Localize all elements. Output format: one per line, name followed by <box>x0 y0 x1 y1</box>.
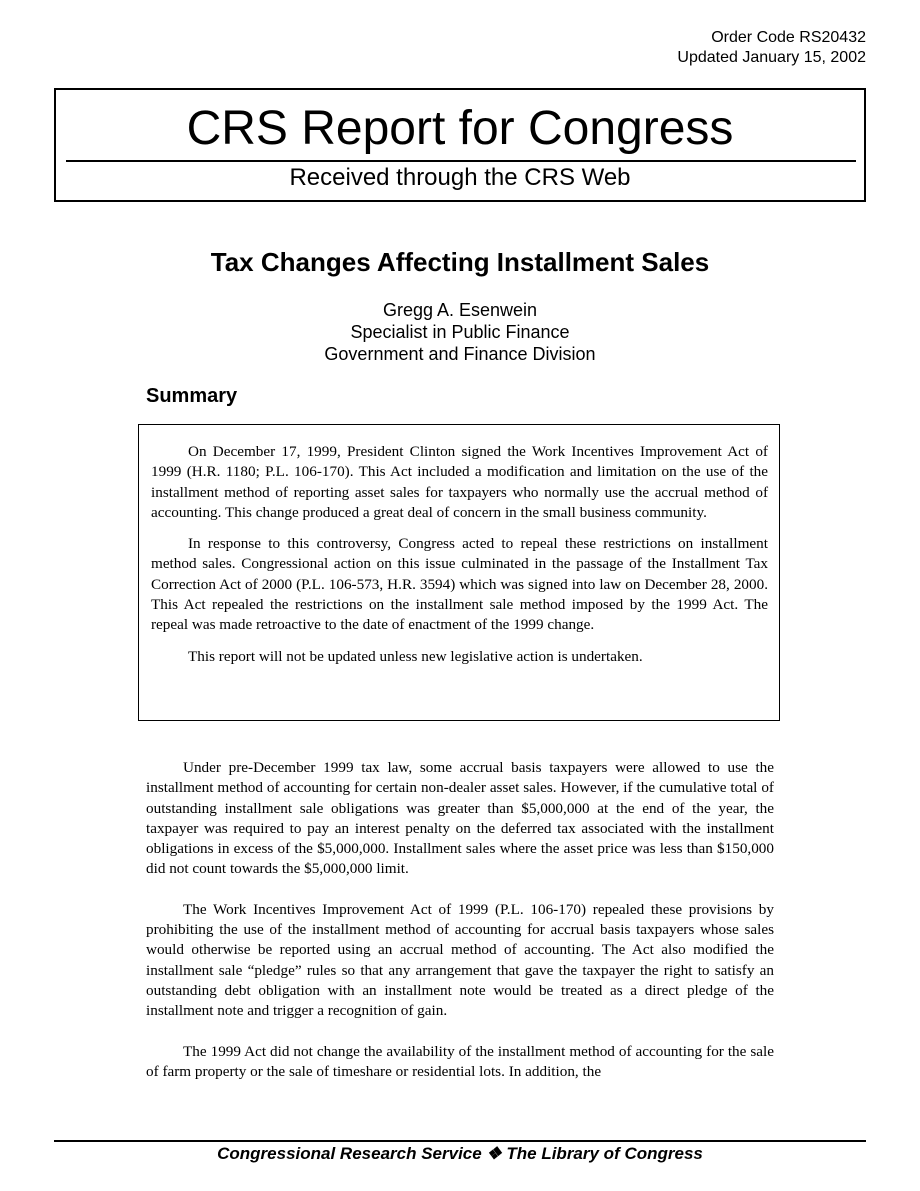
report-series-title: CRS Report for Congress <box>186 102 734 155</box>
body-paragraph: Under pre-December 1999 tax law, some accrual basis taxpayers were allowed to use the installment method of accounting for certain non-dealer asset sales. However, if the cumulative total of outstanding installment sale obligations was greater than $5,000,000 at the end of the year, the taxpayer was required to pay an interest penalty on the deferred tax associated with the installment obligations in excess of the $5,000,000. Installment sales where the asset price was less than $150,000 did not count towards the $5,000,000 limit. <box>146 759 774 878</box>
footer-text: Congressional Research Service ❖ The Library of Congress <box>217 1144 703 1163</box>
summary-paragraph: On December 17, 1999, President Clinton signed the Work Incentives Improvement Act of 1999 (H.R. 1180; P.L. 106-170). This Act included a modification and limitation on the use of the installment method of reporting asset sales for taxpayers who normally use the accrual method of accounting. This change produced a great deal of concern in the small business community. <box>151 443 768 521</box>
report-header-box <box>54 88 866 202</box>
author-block <box>0 299 920 365</box>
summary-paragraph: In response to this controversy, Congress acted to repeal these restrictions on installment method sales. Congressional action on this issue culminated in the passage of the Installment Tax Correction Act of 2000 (P.L. 106-573, H.R. 3594) which was signed into law on December 28, 2000. This Act repealed the restrictions on the installment sale method imposed by the 1999 Act. The repeal was made retroactive to the date of enactment of the 1999 change. <box>151 535 768 634</box>
order-code: Order Code RS20432 <box>711 29 866 46</box>
summary-box <box>138 424 780 721</box>
footer-divider <box>54 1140 866 1142</box>
header-divider <box>66 160 856 162</box>
body-text <box>146 758 774 1102</box>
body-paragraph: The 1999 Act did not change the availability of the installment method of accounting for the sale of farm property or the sale of timeshare or residential lots. In addition, the <box>146 1042 774 1080</box>
author-position: Specialist in Public Finance <box>350 322 570 342</box>
summary-heading: Summary <box>146 385 238 407</box>
updated-date: Updated January 15, 2002 <box>677 49 866 66</box>
report-series-subtitle: Received through the CRS Web <box>289 164 631 191</box>
document-title: Tax Changes Affecting Installment Sales <box>210 247 710 277</box>
summary-paragraph: This report will not be updated unless new legislative action is undertaken. <box>188 647 643 665</box>
body-paragraph: The Work Incentives Improvement Act of 1999 (P.L. 106-170) repealed these provisions by prohibiting the use of the installment method of accounting for accrual basis taxpayers whose sales would otherwise be reported using an accrual method of accounting. The Act also modified the installment sale “pledge” rules so that any arrangement that gave the taxpayer the right to satisfy an outstanding debt obligation with an installment note would be treated as a direct pledge of the installment note and trigger a recognition of gain. <box>146 900 774 1020</box>
order-code-block <box>677 28 866 68</box>
author-name: Gregg A. Esenwein <box>382 300 538 320</box>
author-division: Government and Finance Division <box>324 344 596 364</box>
